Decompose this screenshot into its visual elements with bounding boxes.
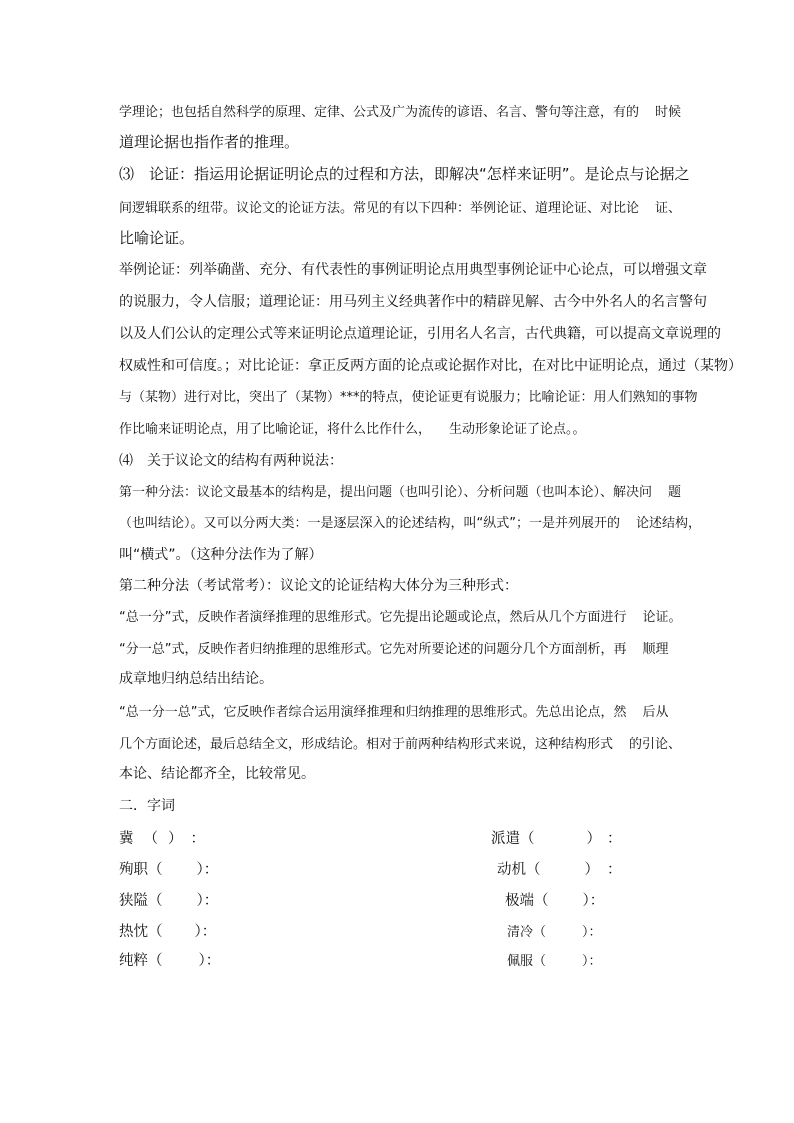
text-line: 作比喻来证明论点，用了比喻论证，将什么比作什么， 生动形象论证了论点。。 xyxy=(119,422,586,437)
vocab-word: 热忱 xyxy=(119,924,148,940)
vocab-item: 殉职（ ）： xyxy=(119,862,219,878)
vocab-item: 清冷（ ）： xyxy=(507,925,602,940)
vocab-item: 冀 （ ） ： xyxy=(119,831,205,847)
vocab-word: 佩服 xyxy=(507,954,534,969)
text-line: 成章地归纳总结出结论。 xyxy=(119,671,273,687)
vocab-item: 派遣（ ） ： xyxy=(491,831,622,847)
text-line: 的说服力，令人信服；道理论证：用马列主义经典著作中的精辟见解、古今中外名人的名言警句 xyxy=(119,294,707,310)
vocab-word: 殉职 xyxy=(119,862,148,878)
text-line: 学理论；也包括自然科学的原理、定律、公式及广为流传的谚语、名言、警句等注意，有的 时候 xyxy=(119,105,682,120)
text-line: 以及人们公认的定理公式等来证明论点道理论证，引用名人名言，古代典籍，可以提高文章说理的 xyxy=(119,326,721,342)
vocab-word: 动机 xyxy=(497,862,526,878)
vocab-item: 佩服（ ）： xyxy=(507,954,602,969)
text-line: 间逻辑联系的纽带。议论文的论证方法。常见的有以下四种：举例论证、道理论证、对比论 证、 xyxy=(119,201,682,216)
text-line: 与（某物）进行对比，突出了（某物）***的特点，使论证更有说服力；比喻论证：用人们熟知的事物 xyxy=(119,390,698,405)
text-line: 举例论证：列举确凿、充分、有代表性的事例证明论点用典型事例论证中心论点，可以增强文章 xyxy=(119,262,707,278)
vocab-word: 狭隘 xyxy=(119,893,148,909)
vocab-item: 热忱（ ）： xyxy=(119,924,217,940)
text-line: 比喻论证。 xyxy=(119,229,195,247)
vocab-word: 极端 xyxy=(505,893,534,909)
vocab-item: 极端（ ）： xyxy=(505,893,605,909)
section-heading: 二．字词 xyxy=(119,798,175,814)
vocab-word: 派遣 xyxy=(491,831,520,847)
text-line: 几个方面论述，最后总结全文，形成结论。相对于前两种结构形式来说，这种结构形式 的引论、 xyxy=(119,737,682,752)
vocab-item: 狭隘（ ）： xyxy=(119,893,219,909)
text-line: 叫“横式”。（这种分法作为了解） xyxy=(119,547,323,563)
vocab-item: 动机（ ） ： xyxy=(497,862,622,878)
text-line: 本论、结论都齐全，比较常见。 xyxy=(119,766,315,782)
text-line: ⑷ 关于议论文的结构有两种说法： xyxy=(119,453,343,469)
text-line: “总一分一总”式，它反映作者综合运用演绎推理和归纳推理的思维形式。先总出论点，然 后从 xyxy=(119,705,669,720)
text-line: 道理论据也指作者的推理。 xyxy=(119,133,300,151)
text-line: ⑶ 论证：指运用论据证明论点的过程和方法，即解决“怎样来证明”。是论点与论据之 xyxy=(119,165,690,183)
vocab-word: 冀 xyxy=(119,831,134,847)
text-line: “总一分”式，反映作者演绎推理的思维形式。它先提出论题或论点，然后从几个方面进行 论证。 xyxy=(119,610,682,625)
text-line: “分一总”式，反映作者归纳推理的思维形式。它先对所要论述的问题分几个方面剖析，再 顺理 xyxy=(119,642,669,657)
vocab-word: 纯粹 xyxy=(119,953,148,969)
text-line: 权威性和可信度。；对比论证：拿正反两方面的论点或论据作对比，在对比中证明论点，通过（某物） xyxy=(119,358,742,374)
text-line: 第一种分法：议论文最基本的结构是，提出问题（也叫引论）、分析问题（也叫本论）、解决问 题 xyxy=(119,485,682,500)
vocab-word: 清冷 xyxy=(507,925,534,940)
text-line: （也叫结论）。又可以分两大类：一是逐层深入的论述结构，叫“纵式”；一是并列展开的 论述结构， xyxy=(119,516,701,531)
vocab-item: 纯粹（ ）： xyxy=(119,953,221,969)
text-line: 第二种分法（考试常考）：议论文的论证结构大体分为三种形式： xyxy=(119,578,518,594)
